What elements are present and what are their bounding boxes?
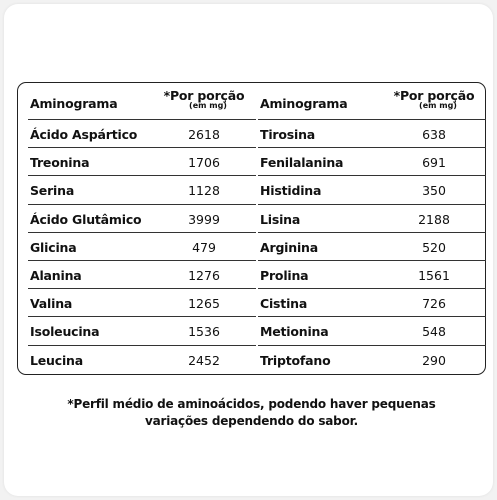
amino-value: 520 <box>422 239 446 255</box>
amino-value: 1276 <box>188 267 220 283</box>
amino-value: 290 <box>422 352 446 368</box>
portion-label: *Por porção <box>393 88 475 103</box>
amino-value: 548 <box>422 324 446 340</box>
table-row <box>258 233 486 261</box>
aminogram-table <box>17 82 486 375</box>
amino-value: 2188 <box>418 211 450 227</box>
content-card <box>4 4 493 496</box>
amino-value: 1128 <box>188 183 220 199</box>
amino-value: 1706 <box>188 155 220 171</box>
unit-label: (em mg) <box>189 101 227 110</box>
amino-name: Treonina <box>30 155 90 171</box>
amino-value: 479 <box>192 239 216 255</box>
table-row <box>28 148 256 176</box>
table-row <box>28 233 256 261</box>
table-row <box>28 346 256 373</box>
amino-name: Alanina <box>30 267 82 283</box>
portion-label: *Por porção <box>163 88 245 103</box>
table-right-column <box>258 83 486 373</box>
amino-value: 638 <box>422 127 446 142</box>
amino-value: 3999 <box>188 211 220 227</box>
amino-name: Ácido Glutâmico <box>30 211 142 227</box>
table-row <box>28 261 256 289</box>
amino-name: Lisina <box>260 211 301 227</box>
footnote <box>17 396 486 430</box>
amino-value: 1536 <box>188 324 220 340</box>
footnote-line-1: *Perfil médio de aminoácidos, podendo haver pequenas <box>67 397 436 411</box>
table-header <box>258 83 486 120</box>
unit-label: (em mg) <box>419 101 457 110</box>
amino-name: Ácido Aspártico <box>30 127 138 142</box>
amino-name: Prolina <box>260 267 309 283</box>
amino-name: Leucina <box>30 352 83 368</box>
table-row <box>28 120 256 148</box>
table-row <box>258 176 486 204</box>
amino-name: Glicina <box>30 239 77 255</box>
table-row <box>28 317 256 345</box>
table-row <box>28 205 256 233</box>
amino-name: Cistina <box>260 296 308 312</box>
column-header-portion <box>388 89 480 110</box>
amino-name: Arginina <box>260 239 318 255</box>
table-row <box>258 289 486 317</box>
amino-value: 691 <box>422 155 446 171</box>
table-row <box>258 148 486 176</box>
amino-name: Fenilalanina <box>260 155 344 171</box>
amino-name: Histidina <box>260 183 322 199</box>
table-header <box>28 83 256 120</box>
amino-value: 1561 <box>418 267 450 283</box>
amino-value: 1265 <box>188 296 220 312</box>
amino-value: 350 <box>422 183 446 199</box>
amino-value: 726 <box>422 296 446 312</box>
table-left-column <box>28 83 256 373</box>
column-header-aminograma: Aminograma <box>260 96 348 111</box>
table-row <box>258 120 486 148</box>
table-row <box>258 317 486 345</box>
table-row <box>258 205 486 233</box>
amino-value: 2618 <box>188 127 220 142</box>
amino-name: Triptofano <box>260 352 331 368</box>
amino-name: Isoleucina <box>30 324 100 340</box>
amino-value: 2452 <box>188 352 220 368</box>
amino-name: Tirosina <box>260 127 316 142</box>
table-row <box>258 261 486 289</box>
column-header-portion <box>158 89 250 110</box>
table-row <box>28 176 256 204</box>
column-header-aminograma: Aminograma <box>30 96 118 111</box>
table-row <box>258 346 486 373</box>
amino-name: Metionina <box>260 324 329 340</box>
amino-name: Serina <box>30 183 75 199</box>
amino-name: Valina <box>30 296 73 312</box>
footnote-line-2: variações dependendo do sabor. <box>144 414 358 428</box>
table-row <box>28 289 256 317</box>
